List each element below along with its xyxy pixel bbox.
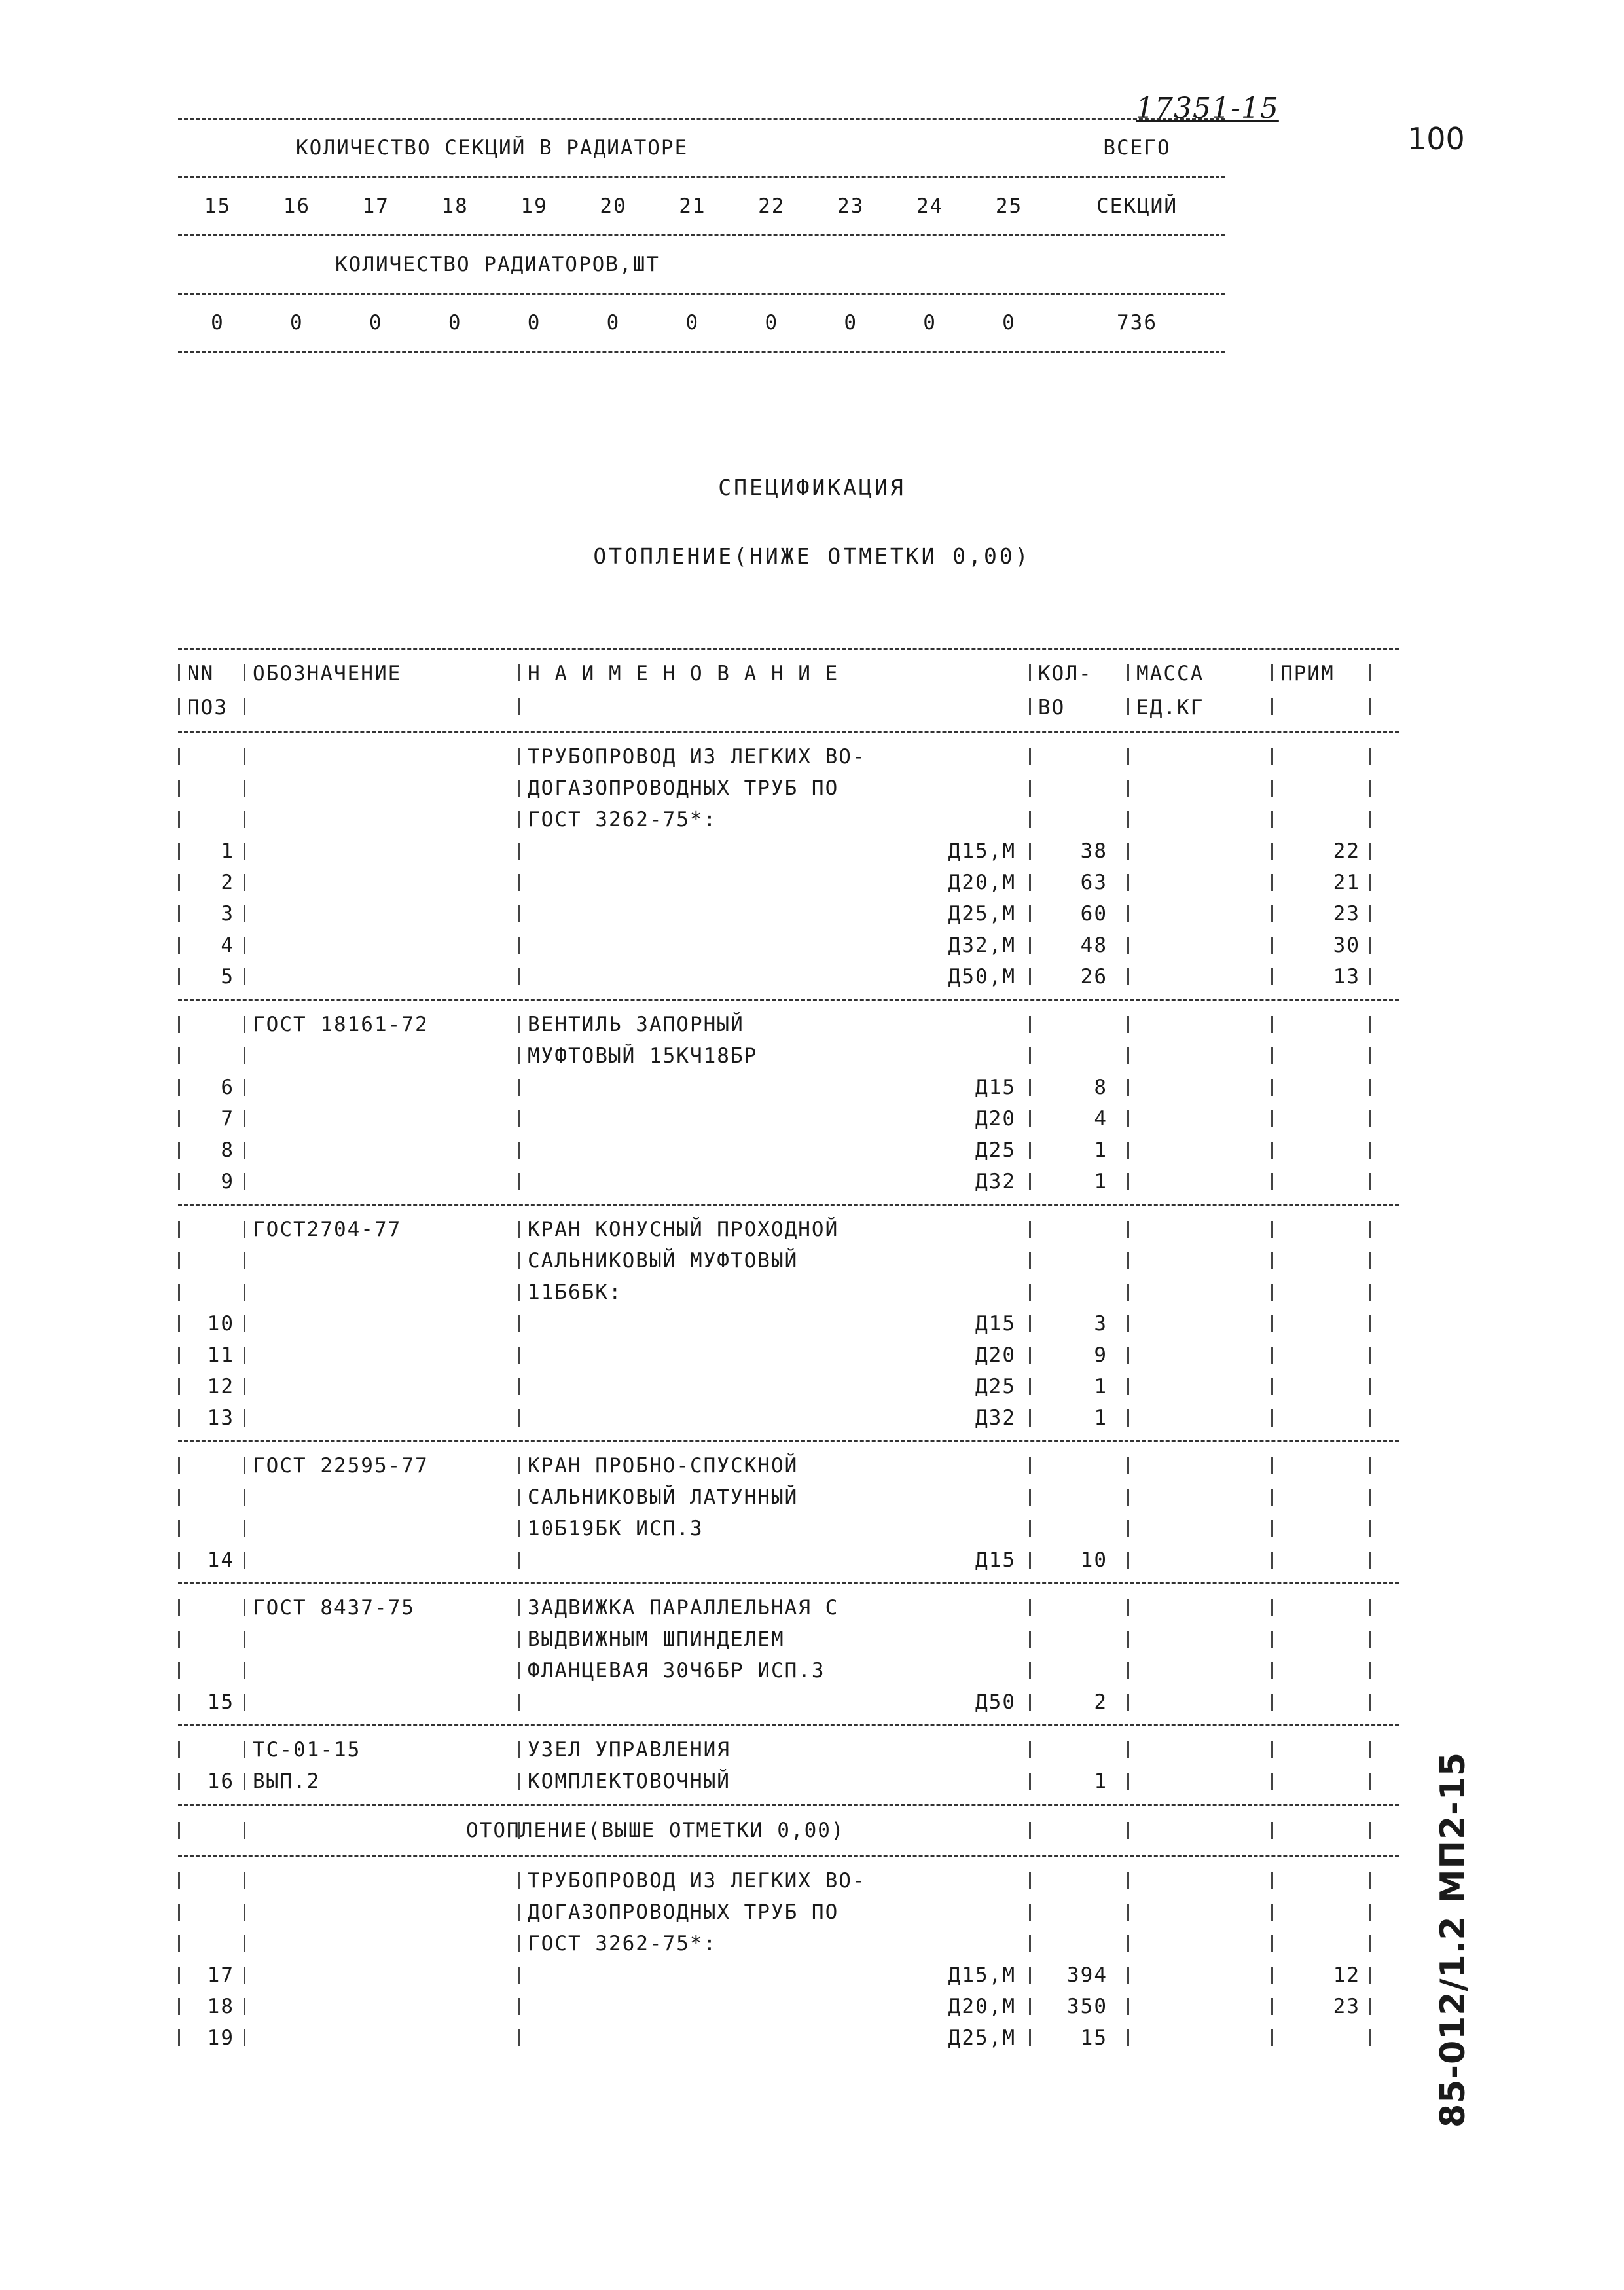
qty-cell: 1 (1094, 1138, 1108, 1162)
radiator-count-cell: 0 (527, 311, 541, 335)
pos-cell: 1 (221, 839, 234, 863)
spec-row (178, 804, 1399, 835)
name-cell: Д20,М (948, 871, 1016, 894)
document-number: 17351-15 (1136, 92, 1279, 125)
pos-cell: 6 (221, 1076, 234, 1099)
note-cell: 23 (1333, 902, 1360, 926)
qty-cell: 1 (1094, 1170, 1108, 1193)
spec-row (178, 1103, 1399, 1135)
pos-cell: 2 (221, 871, 234, 894)
radiator-count-cell: 0 (844, 311, 858, 335)
qty-cell: 60 (1080, 902, 1108, 926)
qty-cell: 48 (1080, 934, 1108, 957)
radiator-header-total: ВСЕГО (1103, 136, 1171, 160)
spec-row (178, 1245, 1399, 1277)
name-cell: ТРУБОПРОВОД ИЗ ЛЕГКИХ ВО- (528, 1869, 866, 1893)
spec-row (178, 1135, 1399, 1166)
name-cell: Д25 (975, 1138, 1016, 1162)
radiator-counts-row (178, 293, 1225, 353)
designation-cell: ТС-01-15 (253, 1738, 361, 1762)
spec-section (178, 1855, 1399, 2060)
header-name: Н А И М Е Н О В А Н И Е (528, 662, 839, 685)
spec-row (178, 867, 1399, 898)
header-pos-2: ПОЗ (187, 696, 228, 719)
pos-cell: 14 (207, 1548, 234, 1572)
qty-cell: 350 (1067, 1995, 1108, 2018)
spec-row (178, 1865, 1399, 1897)
name-cell: Д20,М (948, 1995, 1016, 2018)
pos-cell: 19 (207, 2026, 234, 2050)
radiator-sections-row (178, 176, 1225, 234)
radiator-count-cell: 0 (1002, 311, 1016, 335)
name-cell: ТРУБОПРОВОД ИЗ ЛЕГКИХ ВО- (528, 745, 866, 769)
page-number: 100 (1407, 121, 1465, 156)
name-cell: 11Б6БК: (528, 1281, 623, 1304)
designation-cell: ГОСТ2704-77 (253, 1218, 402, 1241)
qty-cell: 2 (1094, 1690, 1108, 1714)
spec-row (178, 1991, 1399, 2022)
radiator-section-22: 22 (758, 194, 785, 218)
spec-row (178, 1766, 1399, 1797)
pos-cell: 18 (207, 1995, 234, 2018)
name-cell: Д15,М (948, 1963, 1016, 1987)
radiator-header-row (178, 118, 1225, 176)
qty-cell: 38 (1080, 839, 1108, 863)
radiator-section-24: 24 (916, 194, 944, 218)
spec-row (178, 1009, 1399, 1040)
qty-cell: 394 (1067, 1963, 1108, 1987)
section-title-row (178, 1815, 1399, 1846)
spec-section (178, 731, 1399, 999)
spec-section (178, 1724, 1399, 1804)
spec-section (178, 1440, 1399, 1582)
radiator-count-title-row (178, 234, 1225, 293)
spec-row (178, 1734, 1399, 1766)
radiator-count-cell: 0 (606, 311, 621, 335)
section-title-2: ОТОПЛЕНИЕ(ВЫШЕ ОТМЕТКИ 0,00) (466, 1819, 845, 1842)
spec-row (178, 1959, 1399, 1991)
name-cell: САЛЬНИКОВЫЙ МУФТОВЫЙ (528, 1249, 799, 1273)
designation-cell: ГОСТ 18161-72 (253, 1013, 429, 1036)
name-cell: Д32 (975, 1170, 1016, 1193)
name-cell: УЗЕЛ УПРАВЛЕНИЯ (528, 1738, 731, 1762)
radiator-section-20: 20 (600, 194, 627, 218)
spec-row (178, 1655, 1399, 1686)
spec-row (178, 1214, 1399, 1245)
qty-cell: 1 (1094, 1375, 1108, 1398)
radiator-count-cell: 0 (211, 311, 225, 335)
name-cell: ВЕНТИЛЬ ЗАПОРНЫЙ (528, 1013, 744, 1036)
name-cell: МУФТОВЫЙ 15КЧ18БР (528, 1044, 758, 1068)
pos-cell: 8 (221, 1138, 234, 1162)
radiator-count-cell: 0 (369, 311, 383, 335)
name-cell: КРАН КОНУСНЫЙ ПРОХОДНОЙ (528, 1218, 839, 1241)
pos-cell: 13 (207, 1406, 234, 1430)
qty-cell: 1 (1094, 1406, 1108, 1430)
qty-cell: 10 (1080, 1548, 1108, 1572)
radiator-count-cells (178, 311, 1049, 335)
specification-table (178, 648, 1399, 2060)
header-qty: КОЛ- (1038, 662, 1092, 685)
spec-title: СПЕЦИФИКАЦИЯ (718, 475, 906, 500)
radiator-total: 736 (1117, 311, 1157, 335)
name-cell: Д32,М (948, 934, 1016, 957)
pos-cell: 4 (221, 934, 234, 957)
radiator-section-17: 17 (362, 194, 389, 218)
radiator-sections-cells (178, 194, 1049, 218)
radiator-section-19: 19 (520, 194, 548, 218)
radiator-section-25: 25 (995, 194, 1023, 218)
spec-section (178, 999, 1399, 1204)
spec-row (178, 1450, 1399, 1481)
qty-cell: 8 (1094, 1076, 1108, 1099)
radiator-count-cell: 0 (685, 311, 700, 335)
spec-row (178, 1371, 1399, 1402)
name-cell: Д15 (975, 1076, 1016, 1099)
spec-body (178, 731, 1399, 2060)
pos-cell: 17 (207, 1963, 234, 1987)
name-cell: Д15 (975, 1548, 1016, 1572)
radiator-count-cell: 0 (290, 311, 304, 335)
spec-row (178, 1686, 1399, 1718)
name-cell: Д25,М (948, 902, 1016, 926)
radiator-section-16: 16 (283, 194, 311, 218)
qty-cell: 9 (1094, 1343, 1108, 1367)
name-cell: Д32 (975, 1406, 1016, 1430)
spec-row (178, 1402, 1399, 1434)
name-cell: ФЛАНЦЕВАЯ 30Ч6БР ИСП.3 (528, 1659, 825, 1682)
radiator-section-23: 23 (837, 194, 865, 218)
designation-cell: ВЫП.2 (253, 1770, 321, 1793)
spec-row (178, 1277, 1399, 1308)
pos-cell: 9 (221, 1170, 234, 1193)
header-note: ПРИМ (1280, 662, 1335, 685)
spec-row (178, 961, 1399, 992)
spec-section-title (178, 1804, 1399, 1855)
name-cell: Д20 (975, 1107, 1016, 1131)
name-cell: ДОГАЗОПРОВОДНЫХ ТРУБ ПО (528, 1900, 839, 1924)
pos-cell: 10 (207, 1312, 234, 1336)
spec-row (178, 1897, 1399, 1928)
designation-cell: ГОСТ 22595-77 (253, 1454, 429, 1478)
header-qty-2: ВО (1038, 696, 1066, 719)
header-pos: NN (187, 662, 215, 685)
side-stamp: 85-012/1.2 МП2-15 (1434, 1751, 1473, 2128)
qty-cell: 1 (1094, 1770, 1108, 1793)
radiator-count-cell: 0 (448, 311, 462, 335)
name-cell: КОМПЛЕКТОВОЧНЫЙ (528, 1770, 731, 1793)
name-cell: Д15,М (948, 839, 1016, 863)
name-cell: САЛЬНИКОВЫЙ ЛАТУННЫЙ (528, 1485, 799, 1509)
spec-row (178, 741, 1399, 772)
spec-row (178, 1624, 1399, 1655)
spec-row (178, 1072, 1399, 1103)
note-cell: 23 (1333, 1995, 1360, 2018)
name-cell: 10Б19БК ИСП.3 (528, 1517, 704, 1540)
pos-cell: 7 (221, 1107, 234, 1131)
spec-row (178, 2022, 1399, 2054)
spec-row (178, 1513, 1399, 1544)
spec-row (178, 1928, 1399, 1959)
qty-cell: 63 (1080, 871, 1108, 894)
name-cell: Д25 (975, 1375, 1016, 1398)
pos-cell: 16 (207, 1770, 234, 1793)
spec-row (178, 1481, 1399, 1513)
radiator-sections-label: СЕКЦИЙ (1096, 194, 1178, 218)
spec-row (178, 1308, 1399, 1339)
note-cell: 13 (1333, 965, 1360, 989)
name-cell: ГОСТ 3262-75*: (528, 808, 717, 831)
name-cell: ДОГАЗОПРОВОДНЫХ ТРУБ ПО (528, 776, 839, 800)
radiator-count-cell: 0 (923, 311, 937, 335)
spec-section (178, 1204, 1399, 1440)
spec-section (178, 1582, 1399, 1724)
name-cell: ВЫДВИЖНЫМ ШПИНДЕЛЕМ (528, 1627, 785, 1651)
pos-cell: 12 (207, 1375, 234, 1398)
radiator-section-21: 21 (679, 194, 706, 218)
spec-row (178, 1040, 1399, 1072)
spec-header-row-1 (178, 657, 1399, 691)
spec-row (178, 1544, 1399, 1576)
qty-cell: 3 (1094, 1312, 1108, 1336)
note-cell: 12 (1333, 1963, 1360, 1987)
radiator-count-cell: 0 (765, 311, 779, 335)
qty-cell: 26 (1080, 965, 1108, 989)
spec-header (178, 648, 1399, 731)
qty-cell: 4 (1094, 1107, 1108, 1131)
name-cell: КРАН ПРОБНО-СПУСКНОЙ (528, 1454, 799, 1478)
spec-header-row-2 (178, 691, 1399, 725)
name-cell: Д25,М (948, 2026, 1016, 2050)
header-mass: МАССА (1136, 662, 1204, 685)
spec-row (178, 835, 1399, 867)
spec-row (178, 1339, 1399, 1371)
note-cell: 30 (1333, 934, 1360, 957)
note-cell: 21 (1333, 871, 1360, 894)
radiator-header-title: КОЛИЧЕСТВО СЕКЦИЙ В РАДИАТОРЕ (296, 136, 689, 160)
spec-row (178, 898, 1399, 930)
designation-cell: ГОСТ 8437-75 (253, 1596, 415, 1620)
spec-subtitle: ОТОПЛЕНИЕ(НИЖЕ ОТМЕТКИ 0,00) (593, 543, 1031, 569)
radiator-table (178, 118, 1225, 353)
pos-cell: 3 (221, 902, 234, 926)
radiator-count-title: КОЛИЧЕСТВО РАДИАТОРОВ,ШТ (335, 253, 660, 276)
radiator-section-15: 15 (204, 194, 232, 218)
name-cell: ЗАДВИЖКА ПАРАЛЛЕЛЬНАЯ С (528, 1596, 839, 1620)
header-designation: ОБОЗНАЧЕНИЕ (253, 662, 402, 685)
name-cell: Д50,М (948, 965, 1016, 989)
radiator-section-18: 18 (441, 194, 469, 218)
pos-cell: 15 (207, 1690, 234, 1714)
spec-row (178, 772, 1399, 804)
name-cell: Д20 (975, 1343, 1016, 1367)
pos-cell: 5 (221, 965, 234, 989)
pos-cell: 11 (207, 1343, 234, 1367)
spec-row (178, 1166, 1399, 1197)
spec-row (178, 1592, 1399, 1624)
name-cell: ГОСТ 3262-75*: (528, 1932, 717, 1955)
spec-row (178, 930, 1399, 961)
name-cell: Д50 (975, 1690, 1016, 1714)
header-mass-2: ЕД.КГ (1136, 696, 1204, 719)
note-cell: 22 (1333, 839, 1360, 863)
name-cell: Д15 (975, 1312, 1016, 1336)
qty-cell: 15 (1080, 2026, 1108, 2050)
